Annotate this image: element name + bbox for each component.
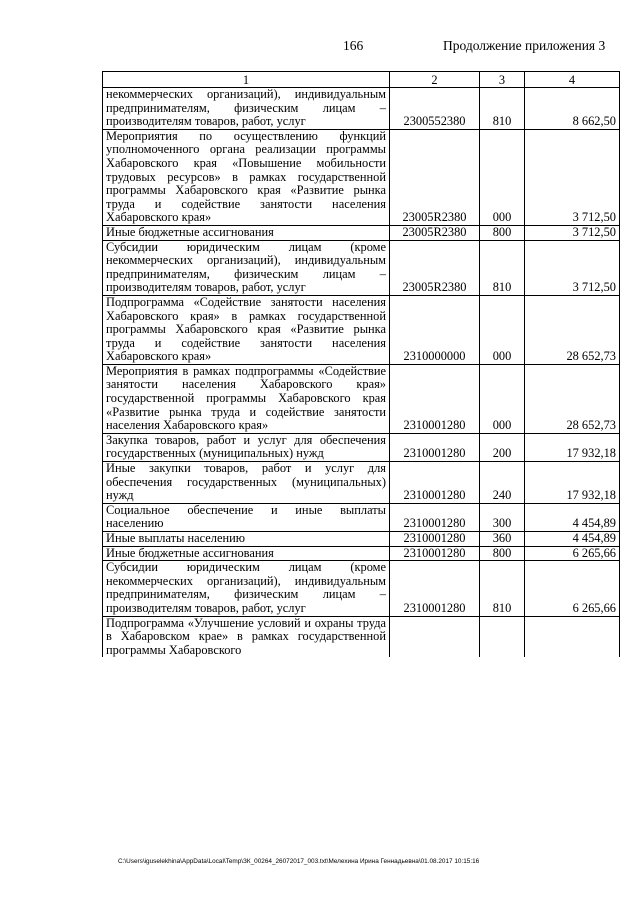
row-amount: 8 662,50 xyxy=(525,88,620,130)
row-amount: 3 712,50 xyxy=(525,129,620,225)
row-expense-type: 810 xyxy=(480,240,525,295)
row-target-code: 2300552380 xyxy=(390,88,480,130)
document-footer-path: C:\Users\iguselekhina\AppData\Local\Temp\ЗК_00264_26072017_003.txt\Мелехина Ирина Геннадьевна\01.08.2017 10:15:16 xyxy=(118,858,480,865)
row-amount: 6 265,66 xyxy=(525,546,620,561)
row-description: Иные закупки товаров, работ и услуг для обеспечения государственных (муниципальных) нужд xyxy=(103,462,390,504)
row-expense-type xyxy=(480,616,525,657)
row-expense-type: 200 xyxy=(480,433,525,461)
row-amount: 3 712,50 xyxy=(525,240,620,295)
row-description: Закупка товаров, работ и услуг для обеспечения государственных (муниципальных) нужд xyxy=(103,433,390,461)
row-description: Иные бюджетные ассигнования xyxy=(103,546,390,561)
row-amount: 6 265,66 xyxy=(525,561,620,616)
table-row xyxy=(103,225,620,240)
row-amount: 17 932,18 xyxy=(525,462,620,504)
budget-table xyxy=(102,71,620,657)
row-description: Социальное обеспечение и иные выплаты населению xyxy=(103,503,390,531)
table-row xyxy=(103,129,620,225)
table-row xyxy=(103,240,620,295)
table-row xyxy=(103,364,620,433)
row-expense-type: 000 xyxy=(480,295,525,364)
table-row xyxy=(103,295,620,364)
row-expense-type: 000 xyxy=(480,129,525,225)
row-description: Субсидии юридическим лицам (кроме некоммерческих организаций), индивидуальным предпринимателям, физическим лицам – производителям товаров, работ, услуг xyxy=(103,561,390,616)
row-target-code: 23005R2380 xyxy=(390,129,480,225)
row-description: Мероприятия по осуществлению функций уполномоченного органа реализации программы Хабаровского края «Повышение мобильности трудовых ресурсов» в рамках государственной программы Хабаровского края «Развитие рынка труда и содействие занятости населения Хабаровского края» xyxy=(103,129,390,225)
row-expense-type: 800 xyxy=(480,225,525,240)
row-target-code: 2310001280 xyxy=(390,546,480,561)
table-row xyxy=(103,532,620,547)
table-row xyxy=(103,546,620,561)
row-target-code: 23005R2380 xyxy=(390,240,480,295)
row-expense-type: 810 xyxy=(480,88,525,130)
row-description: Иные бюджетные ассигнования xyxy=(103,225,390,240)
row-description: Иные выплаты населению xyxy=(103,532,390,547)
row-expense-type: 300 xyxy=(480,503,525,531)
table-row xyxy=(103,433,620,461)
row-amount: 4 454,89 xyxy=(525,503,620,531)
row-target-code: 2310001280 xyxy=(390,532,480,547)
row-amount: 17 932,18 xyxy=(525,433,620,461)
column-header-2: 2 xyxy=(390,72,480,88)
row-description: Субсидии юридическим лицам (кроме некоммерческих организаций), индивидуальным предпринимателям, физическим лицам – производителям товаров, работ, услуг xyxy=(103,240,390,295)
row-expense-type: 000 xyxy=(480,364,525,433)
table-row xyxy=(103,616,620,657)
row-target-code: 2310001280 xyxy=(390,433,480,461)
row-expense-type: 810 xyxy=(480,561,525,616)
page-number: 166 xyxy=(343,38,364,53)
row-description: некоммерческих организаций), индивидуальным предпринимателям, физическим лицам – производителям товаров, работ, услуг xyxy=(103,88,390,130)
row-expense-type: 360 xyxy=(480,532,525,547)
row-target-code: 2310000000 xyxy=(390,295,480,364)
row-amount: 28 652,73 xyxy=(525,295,620,364)
row-target-code: 2310001280 xyxy=(390,561,480,616)
row-expense-type: 800 xyxy=(480,546,525,561)
row-description: Подпрограмма «Улучшение условий и охраны труда в Хабаровском крае» в рамках государственной программы Хабаровского xyxy=(103,616,390,657)
row-amount: 28 652,73 xyxy=(525,364,620,433)
column-header-1: 1 xyxy=(103,72,390,88)
table-row xyxy=(103,561,620,616)
row-expense-type: 240 xyxy=(480,462,525,504)
column-header-row xyxy=(103,72,620,88)
column-header-4: 4 xyxy=(525,72,620,88)
row-amount: 3 712,50 xyxy=(525,225,620,240)
row-target-code: 2310001280 xyxy=(390,503,480,531)
row-target-code: 2310001280 xyxy=(390,364,480,433)
row-target-code: 2310001280 xyxy=(390,462,480,504)
row-target-code xyxy=(390,616,480,657)
row-target-code: 23005R2380 xyxy=(390,225,480,240)
column-header-3: 3 xyxy=(480,72,525,88)
row-amount: 4 454,89 xyxy=(525,532,620,547)
appendix-continuation-title: Продолжение приложения 3 xyxy=(443,38,606,53)
row-amount xyxy=(525,616,620,657)
table-row xyxy=(103,88,620,130)
table-row xyxy=(103,462,620,504)
row-description: Подпрограмма «Содействие занятости населения Хабаровского края» в рамках государственной программы Хабаровского края «Развитие рынка труда и содействие занятости населения Хабаровского края» xyxy=(103,295,390,364)
row-description: Мероприятия в рамках подпрограммы «Содействие занятости населения Хабаровского края» государственной программы Хабаровского края «Развитие рынка труда и содействие занятости населения Хабаровского края» xyxy=(103,364,390,433)
table-row xyxy=(103,503,620,531)
